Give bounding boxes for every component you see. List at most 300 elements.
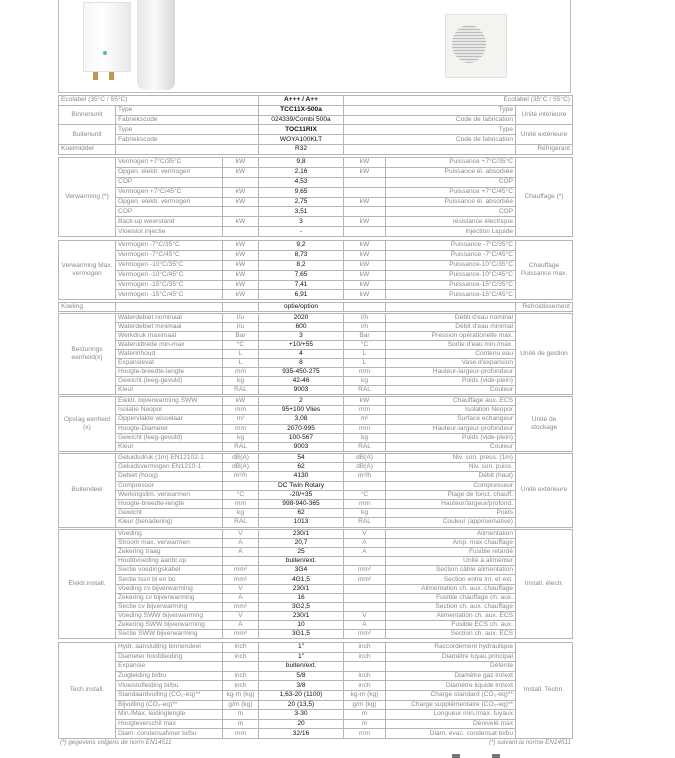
unit-nl: m² [223, 415, 259, 424]
unit-nl: mm² [223, 630, 259, 639]
spec-label-nl: Geluidsvermogen EN1210-1 [116, 463, 223, 472]
spec-label-fr: Unité à alimenter [386, 557, 516, 566]
spec-value: - [259, 227, 344, 237]
spec-row [59, 463, 573, 472]
unit-nl: L [223, 350, 259, 359]
spec-label-nl: Vloeistofleiding bi/bu [116, 681, 223, 691]
spec-label-fr: Section ch. aux. chauffage [386, 602, 516, 611]
unit-nl: A [223, 593, 259, 602]
unit-nl: mm² [223, 575, 259, 584]
spec-label-nl: Hoogte-breedte-lengte [116, 499, 223, 508]
spec-value: 1,63-20 (1100) [259, 690, 344, 700]
spec-label-fr: Injection Liquide [386, 227, 516, 237]
spec-label-fr: Longueur min./max. tuyaux [386, 710, 516, 720]
unit-nl: inch [223, 652, 259, 662]
outdoor-unit-group-nl: Buitenunit [59, 125, 116, 145]
spec-label-fr: Diamètre liquide int/ext [386, 681, 516, 691]
spec-value: 9,2 [259, 241, 344, 251]
spec-label-fr: Hauteur-largeur-profondeur [386, 424, 516, 433]
product-images [58, 0, 571, 93]
spec-row [59, 630, 573, 639]
spec-row [59, 729, 573, 739]
unit-nl: RAL [223, 518, 259, 527]
section-label-nl: Elektr.install. [59, 530, 116, 639]
spec-row [59, 386, 573, 395]
spec-section-table [58, 157, 573, 237]
spec-label-fr: Couleur [386, 386, 516, 395]
spec-label-fr: Charge supplémentaire (CO₂-eq)** [386, 700, 516, 710]
unit-fr: dB(A) [344, 454, 386, 463]
refrigerant-value: R32 [259, 144, 344, 154]
spec-value: 8,73 [259, 250, 344, 260]
section-label-nl: Verwarming (*) [59, 158, 116, 237]
spec-label-fr: Section câble alimentation [386, 566, 516, 575]
spec-value: 9003 [259, 442, 344, 451]
spec-value: 100-567 [259, 433, 344, 442]
spec-row [59, 250, 573, 260]
spec-value: 62 [259, 509, 344, 518]
unit-nl: A [223, 620, 259, 629]
row-label-fr: Type [344, 105, 516, 115]
spec-label-fr: Charge standard (CO₂-eq)** [386, 690, 516, 700]
spec-label-fr: Couleur (approximative) [386, 518, 516, 527]
spec-label-fr: Fusible ECS ch. aux. [386, 620, 516, 629]
spec-value: 3G4 [259, 566, 344, 575]
spec-value: 20 [259, 719, 344, 729]
unit-nl: kW [223, 217, 259, 227]
unit-nl: kW [223, 397, 259, 406]
spec-label-nl: Sectie SWW bijverwarming [116, 630, 223, 639]
unit-fr [344, 187, 386, 197]
spec-label-nl: Wateruittrede min-max [116, 341, 223, 350]
unit-nl: kW [223, 260, 259, 270]
unit-fr: mm² [344, 566, 386, 575]
unit-fr: L [344, 350, 386, 359]
spec-label-fr: Puissance -7°C/45°C [386, 250, 516, 260]
spec-value: 8 [259, 359, 344, 368]
spec-label-fr: Hauteur/largeur/profond. [386, 499, 516, 508]
spec-row [59, 207, 573, 217]
unit-fr: kW [344, 217, 386, 227]
spec-label-nl: Vermogen -10°C/45°C [116, 270, 223, 280]
spec-label-fr: Poids (vide-plein) [386, 377, 516, 386]
pipe-connector-icon [93, 72, 98, 80]
spec-row [59, 197, 573, 207]
spec-label-fr: Pression opérationelle max. [386, 332, 516, 341]
spec-label-fr: Niv. son. puiss. [386, 463, 516, 472]
spec-row [59, 566, 573, 575]
unit-nl [223, 481, 259, 490]
spec-value: 4130 [259, 472, 344, 481]
indoor-unit-image [83, 2, 131, 72]
unit-nl: mm [223, 499, 259, 508]
spec-label-nl: Geluidsdruk (1m) EN12102-1 [116, 454, 223, 463]
spec-label-fr: Chauffage aux. ECS [386, 397, 516, 406]
unit-nl: l/u [223, 314, 259, 323]
spec-label-fr: Puissance -7°C/35°C [386, 241, 516, 251]
spec-row [59, 481, 573, 490]
spec-value: DC Twin Rotary [259, 481, 344, 490]
section-label-fr: Refroidissement [516, 303, 573, 312]
unit-fr: kW [344, 250, 386, 260]
unit-fr: kW [344, 260, 386, 270]
refrigerant-label-nl: Koelmiddel [59, 144, 116, 154]
unit-nl: RAL [223, 442, 259, 451]
spec-label-nl: COP [116, 177, 223, 187]
spec-value: 62 [259, 463, 344, 472]
footnote-fr: (*) suivant la norme EN14511 [488, 739, 571, 746]
unit-fr: mm [344, 406, 386, 415]
spec-label-fr: Diamètre tuyau principal [386, 652, 516, 662]
unit-fr: kW [344, 167, 386, 177]
spec-label-fr: Niv. son. press. (1m) [386, 454, 516, 463]
unit-fr: Bar [344, 332, 386, 341]
spec-value: +10/+55 [259, 341, 344, 350]
section-label-fr: Chauffage (*) [516, 158, 573, 237]
unit-nl: mm [223, 368, 259, 377]
unit-fr [344, 207, 386, 217]
section-label-nl: Koeling [59, 303, 116, 312]
spec-value: 2020 [259, 314, 344, 323]
spec-value: 16 [259, 593, 344, 602]
spec-label-fr: Surface echangeur [386, 415, 516, 424]
pipe-connector-icon [109, 72, 114, 80]
unit-fr: g/m (kg) [344, 700, 386, 710]
spec-row [59, 177, 573, 187]
spec-row [59, 260, 573, 270]
unit-nl: inch [223, 681, 259, 691]
unit-nl: kW [223, 158, 259, 168]
spec-label-nl: Hoogte-Diameter [116, 424, 223, 433]
spec-label-nl: Debiet (hoog) [116, 472, 223, 481]
unit-fr: °C [344, 341, 386, 350]
spec-label-nl: Werkingslim. verwarmen [116, 490, 223, 499]
spec-label-fr: Section entre int. et ext. [386, 575, 516, 584]
spec-label-fr: Amp. max chauffage [386, 539, 516, 548]
section-label-nl: Opslag eenheid (x) [59, 397, 116, 452]
spec-value: 3-30 [259, 710, 344, 720]
unit-fr [344, 227, 386, 237]
unit-fr: L [344, 359, 386, 368]
spec-label-fr: Puissance-10°C/35°C [386, 260, 516, 270]
spec-label-nl: Opgen. elektr. vermogen [116, 197, 223, 207]
section-label-fr: Unité de stockage [516, 397, 573, 452]
unit-fr: A [344, 548, 386, 557]
spec-value: 10 [259, 620, 344, 629]
unit-nl: inch [223, 671, 259, 681]
spec-label-nl: Expansie [116, 662, 223, 672]
empty-cell [116, 144, 259, 154]
unit-fr [344, 602, 386, 611]
spec-label-fr: Raccordement hydraulique [386, 643, 516, 653]
unit-nl: dB(A) [223, 463, 259, 472]
spec-label-nl: Diam. condensafvoer bi/bu [116, 729, 223, 739]
spec-label-fr: résistance électrique [386, 217, 516, 227]
unit-fr: inch [344, 681, 386, 691]
section-label-fr: Install. électr. [516, 530, 573, 639]
unit-fr: m [344, 719, 386, 729]
spec-label-fr: Dénivelé max [386, 719, 516, 729]
unit-fr: mm [344, 368, 386, 377]
spec-label-fr: Alimentation ch. aux. ECS [386, 611, 516, 620]
spec-value: 8,2 [259, 260, 344, 270]
spec-value: 6,91 [259, 290, 344, 300]
spec-row [59, 518, 573, 527]
spec-row [59, 314, 573, 323]
spec-row [59, 158, 573, 168]
spec-value: 5/8 [259, 671, 344, 681]
spec-value: 32/16 [259, 729, 344, 739]
spec-label-nl: Gewicht [116, 509, 223, 518]
spec-label-fr: Isolation Neopor [386, 406, 516, 415]
spec-row [59, 472, 573, 481]
spec-section-table [58, 529, 573, 639]
spec-value: 42-46 [259, 377, 344, 386]
spec-value: 4 [259, 350, 344, 359]
spec-value: buiten/ext. [259, 557, 344, 566]
unit-fr: kW [344, 197, 386, 207]
unit-fr [344, 593, 386, 602]
spec-section-table [58, 302, 573, 312]
unit-fr: mm² [344, 575, 386, 584]
unit-nl: mm² [223, 566, 259, 575]
indoor-unit-group-nl: Binnenunit [59, 105, 116, 125]
spec-label-nl: Vermogen -15°C/45°C [116, 290, 223, 300]
spec-row [59, 280, 573, 290]
spec-label-nl: COP [116, 207, 223, 217]
spec-value: 3,51 [259, 207, 344, 217]
spec-label-fr: Puissance él. absorbée [386, 167, 516, 177]
spec-label-nl: Back-up weerstand [116, 217, 223, 227]
spec-label-nl: Standaardvulling (CO₂-eq)** [116, 690, 223, 700]
spec-row [59, 270, 573, 280]
identification-table [58, 95, 573, 155]
spec-label-nl: Oppervlakte wisselaar [116, 415, 223, 424]
spec-label-nl: Diameter hoofdleiding [116, 652, 223, 662]
spec-value: 3 [259, 217, 344, 227]
spec-value: buiten/ext. [259, 662, 344, 672]
outdoor-unit-group-fr: Unité extérieure [516, 125, 573, 145]
spec-label-fr: Fusible retardé [386, 548, 516, 557]
spec-row [59, 290, 573, 300]
spec-row [59, 662, 573, 672]
spec-label-fr: Compresseur [386, 481, 516, 490]
spec-value: 2,16 [259, 167, 344, 177]
spec-section-table [58, 396, 573, 452]
spec-row [59, 593, 573, 602]
spec-row [59, 719, 573, 729]
unit-fr: A [344, 620, 386, 629]
spec-label-fr: COP [386, 207, 516, 217]
spec-row [59, 241, 573, 251]
spec-label-nl: Vermogen +7°C/45°C [116, 187, 223, 197]
spec-value: 7,65 [259, 270, 344, 280]
spec-section-table [58, 313, 573, 395]
unit-nl: kW [223, 187, 259, 197]
spec-value: 3,08 [259, 415, 344, 424]
spec-row [59, 548, 573, 557]
spec-value: optie/option [259, 303, 344, 312]
empty-cell [344, 144, 516, 154]
unit-fr: kg-m (kg) [344, 690, 386, 700]
unit-nl: kW [223, 250, 259, 260]
storage-tank-image [137, 0, 175, 90]
spec-row [59, 323, 573, 332]
row-label-nl: Type [116, 105, 259, 115]
unit-fr: kg [344, 509, 386, 518]
unit-fr: mm [344, 729, 386, 739]
ecolabel-label-nl: Ecolabel (35°C / 55°C) [59, 96, 259, 106]
row-label-fr: Code de fabrication [344, 135, 516, 145]
unit-fr: inch [344, 652, 386, 662]
empty-cell [344, 303, 386, 312]
unit-nl: mm [223, 729, 259, 739]
unit-fr: kW [344, 397, 386, 406]
spec-row [59, 509, 573, 518]
row-label-nl: Type [116, 125, 259, 135]
spec-label-nl: Sectie tssn bi en bu [116, 575, 223, 584]
spec-row [59, 359, 573, 368]
unit-fr [344, 557, 386, 566]
spec-label-nl: Kleur (benadering) [116, 518, 223, 527]
spec-row [59, 602, 573, 611]
unit-fr: RAL [344, 442, 386, 451]
section-label-nl: Besturings eenheid(x) [59, 314, 116, 395]
spec-row [59, 406, 573, 415]
spec-label-nl: Elektr. bijverwarming SWW [116, 397, 223, 406]
unit-nl [223, 207, 259, 217]
spec-label-fr: COP [386, 177, 516, 187]
spec-value: 20,7 [259, 539, 344, 548]
row-label-fr: Type [344, 125, 516, 135]
section-label-nl: Tech.install. [59, 643, 116, 739]
spec-label-nl: Voeding SWW bijverwarming [116, 611, 223, 620]
spec-value: 230/1 [259, 611, 344, 620]
indoor-code-value: 024339/Combi 500a [259, 115, 344, 125]
unit-nl: inch [223, 643, 259, 653]
unit-nl: kW [223, 280, 259, 290]
spec-label-nl: Hoofdvoeding aanbr.op [116, 557, 223, 566]
spec-section-table [58, 642, 573, 739]
spec-row [59, 611, 573, 620]
indoor-unit-group-fr: Unité intérieure [516, 105, 573, 125]
unit-nl: kW [223, 270, 259, 280]
unit-fr: V [344, 611, 386, 620]
spec-label-nl: Werkdruk maximaal [116, 332, 223, 341]
unit-fr: dB(A) [344, 463, 386, 472]
spec-value: 1" [259, 643, 344, 653]
spec-row [59, 167, 573, 177]
spec-value: 54 [259, 454, 344, 463]
spec-label-nl: Gewicht (leeg-gevuld) [116, 377, 223, 386]
spec-label-nl: Bijvulling (CO₂-eq)** [116, 700, 223, 710]
unit-fr: RAL [344, 386, 386, 395]
spec-row [59, 397, 573, 406]
spec-value: 2 [259, 397, 344, 406]
spec-label-nl: Vermogen +7°C/35°C [116, 158, 223, 168]
spec-value: 3G1,5 [259, 630, 344, 639]
unit-nl: mm [223, 406, 259, 415]
spec-value: 20 (13,5) [259, 700, 344, 710]
spec-label-nl: Voeding cv bijverwarming [116, 584, 223, 593]
section-label-fr: Chauffage Puissance max. [516, 241, 573, 300]
unit-fr: A [344, 539, 386, 548]
spec-row [59, 341, 573, 350]
section-label-nl: Buitendeel [59, 454, 116, 528]
unit-nl: kW [223, 290, 259, 300]
unit-fr: RAL [344, 518, 386, 527]
spec-section-table [58, 240, 573, 300]
unit-fr: inch [344, 671, 386, 681]
spec-label-nl: Zuigleiding bi/bu [116, 671, 223, 681]
row-label-nl: Fabriekscode [116, 115, 259, 125]
spec-row [59, 690, 573, 700]
spec-label-nl: Expansievat [116, 359, 223, 368]
spec-row [59, 539, 573, 548]
empty-cell [386, 303, 516, 312]
unit-fr: m [344, 710, 386, 720]
unit-nl: m [223, 710, 259, 720]
spec-row [59, 681, 573, 691]
spec-label-nl: Compressor [116, 481, 223, 490]
spec-value: -20/+35 [259, 490, 344, 499]
unit-nl: V [223, 611, 259, 620]
unit-nl [223, 227, 259, 237]
spec-row [59, 557, 573, 566]
spec-label-fr: Puissance él. absorbée [386, 197, 516, 207]
unit-nl: g/m (kg) [223, 700, 259, 710]
spec-label-fr: Débit d'eau minimal [386, 323, 516, 332]
spec-label-fr: Puissance +7°C/45°C [386, 187, 516, 197]
spec-row [59, 433, 573, 442]
section-label-fr: Install. Techn. [516, 643, 573, 739]
spec-value: 4,53 [259, 177, 344, 187]
spec-row [59, 350, 573, 359]
spec-label-fr: Puissance-15°C/35°C [386, 280, 516, 290]
unit-fr: kW [344, 270, 386, 280]
spec-value: 9,8 [259, 158, 344, 168]
spec-row [59, 424, 573, 433]
spec-value: 230/1 [259, 584, 344, 593]
unit-nl: mm [223, 424, 259, 433]
spec-value: 25 [259, 548, 344, 557]
unit-nl [223, 662, 259, 672]
refrigerant-label-fr: Réfrigérant [516, 144, 573, 154]
unit-fr: kg [344, 377, 386, 386]
spec-value: 230/1 [259, 530, 344, 539]
spec-label-nl: Waterinhoud [116, 350, 223, 359]
spec-value: 3 [259, 332, 344, 341]
unit-nl: RAL [223, 386, 259, 395]
spec-row [59, 530, 573, 539]
spec-label-fr: Débit (haut) [386, 472, 516, 481]
unit-fr: mm² [344, 630, 386, 639]
spec-label-nl: Vermogen -10°C/35°C [116, 260, 223, 270]
spec-row [59, 415, 573, 424]
spec-value: 7,41 [259, 280, 344, 290]
spec-row [59, 499, 573, 508]
section-label-fr: Unité extérieure [516, 454, 573, 528]
unit-nl: A [223, 548, 259, 557]
spec-row [59, 217, 573, 227]
spec-label-fr: Alimentation ch. aux. chauffage [386, 584, 516, 593]
spec-value: 4G1,5 [259, 575, 344, 584]
outdoor-code-value: WOYA100KLT [259, 135, 344, 145]
unit-nl: Bar [223, 332, 259, 341]
spec-value: 3/8 [259, 681, 344, 691]
spec-label-fr: Débit d'eau nominal [386, 314, 516, 323]
unit-fr: mm [344, 424, 386, 433]
